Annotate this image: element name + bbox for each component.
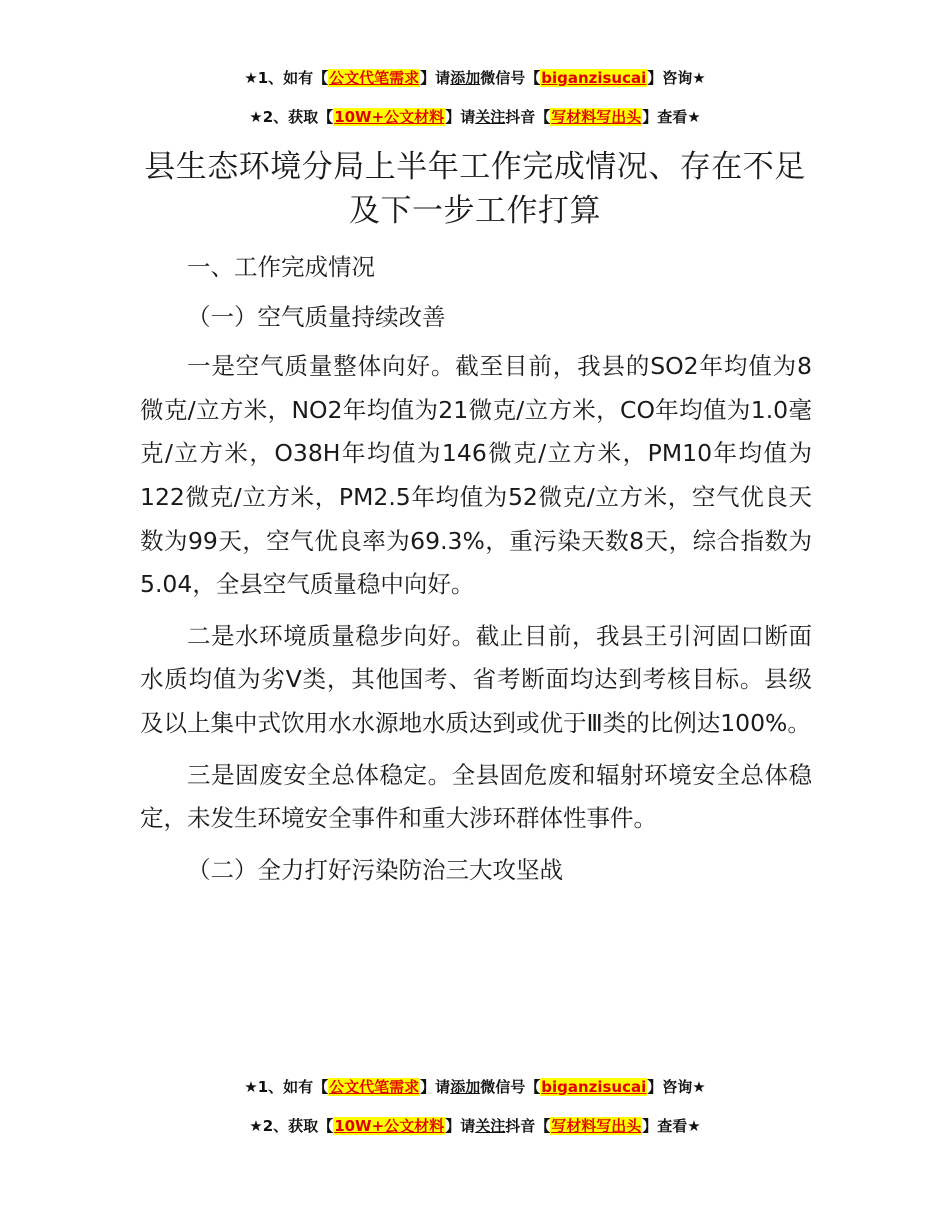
banner-emphasis: 添加 bbox=[450, 1078, 481, 1096]
banner-highlight: 10W+公文材料 bbox=[334, 1117, 445, 1135]
banner-highlight: 公文代笔需求 bbox=[329, 1078, 420, 1096]
subsection-heading: （一）空气质量持续改善 bbox=[187, 302, 446, 331]
subsection-heading: （二）全力打好污染防治三大攻坚战 bbox=[187, 855, 563, 884]
banner-text: 微信号【 bbox=[480, 69, 541, 87]
banner-emphasis: 关注 bbox=[475, 1117, 506, 1135]
banner-text: ★1、如有【 bbox=[244, 69, 329, 87]
document-body bbox=[140, 246, 812, 898]
section-heading: 一、工作完成情况 bbox=[187, 253, 375, 281]
banner-text: 】查看★ bbox=[642, 108, 701, 126]
banner-highlight: 公文代笔需求 bbox=[329, 69, 420, 87]
paragraph-solid-waste: 三是固废安全总体稳定。全县固危废和辐射环境安全总体稳定，未发生环境安全事件和重大涉环群体性事件。 bbox=[140, 760, 812, 833]
banner-emphasis: 关注 bbox=[475, 108, 506, 126]
banner-text: 抖音【 bbox=[505, 108, 551, 126]
banner-text: 微信号【 bbox=[480, 1078, 541, 1096]
promo-banner-top-line1 bbox=[0, 68, 950, 88]
banner-highlight-wechat-id: biganzisucai bbox=[541, 69, 647, 87]
banner-emphasis: 添加 bbox=[450, 69, 481, 87]
banner-highlight-douyin-id: 写材料写出头 bbox=[551, 1117, 642, 1135]
banner-highlight-wechat-id: biganzisucai bbox=[541, 1078, 647, 1096]
paragraph-air-quality: 一是空气质量整体向好。截至目前，我县的SO2年均值为8微克/立方米，NO2年均值为21微克/立方米，CO年均值为1.0毫克/立方米，O38H年均值为146微克/立方米，PM10年均值为122微克/立方米，PM2.5年均值为52微克/立方米，空气优良天数为99天，空气优良率为69.3%，重污染天数8天，综合指数为5.04，全县空气质量稳中向好。 bbox=[140, 352, 812, 599]
banner-text: 】请 bbox=[445, 1117, 476, 1135]
paragraph-water-quality: 二是水环境质量稳步向好。截止目前，我县王引河固口断面水质均值为劣Ⅴ类，其他国考、省考断面均达到考核目标。县级及以上集中式饮用水水源地水质达到或优于Ⅲ类的比例达100%。 bbox=[140, 621, 812, 737]
promo-banner-bottom-line1 bbox=[0, 1077, 950, 1097]
banner-text: 】请 bbox=[420, 1078, 451, 1096]
banner-text: 】查看★ bbox=[642, 1117, 701, 1135]
banner-highlight-douyin-id: 写材料写出头 bbox=[551, 108, 642, 126]
banner-text: ★2、获取【 bbox=[249, 108, 334, 126]
promo-banner-top-line2 bbox=[0, 107, 950, 127]
banner-text: 】请 bbox=[420, 69, 451, 87]
banner-text: ★1、如有【 bbox=[244, 1078, 329, 1096]
promo-banner-bottom-line2 bbox=[0, 1116, 950, 1136]
banner-text: 】请 bbox=[445, 108, 476, 126]
banner-text: 抖音【 bbox=[505, 1117, 551, 1135]
banner-highlight: 10W+公文材料 bbox=[334, 108, 445, 126]
banner-text: 】咨询★ bbox=[647, 1078, 706, 1096]
banner-text: ★2、获取【 bbox=[249, 1117, 334, 1135]
banner-text: 】咨询★ bbox=[647, 69, 706, 87]
document-title: 县生态环境分局上半年工作完成情况、存在不足及下一步工作打算 bbox=[144, 149, 806, 229]
